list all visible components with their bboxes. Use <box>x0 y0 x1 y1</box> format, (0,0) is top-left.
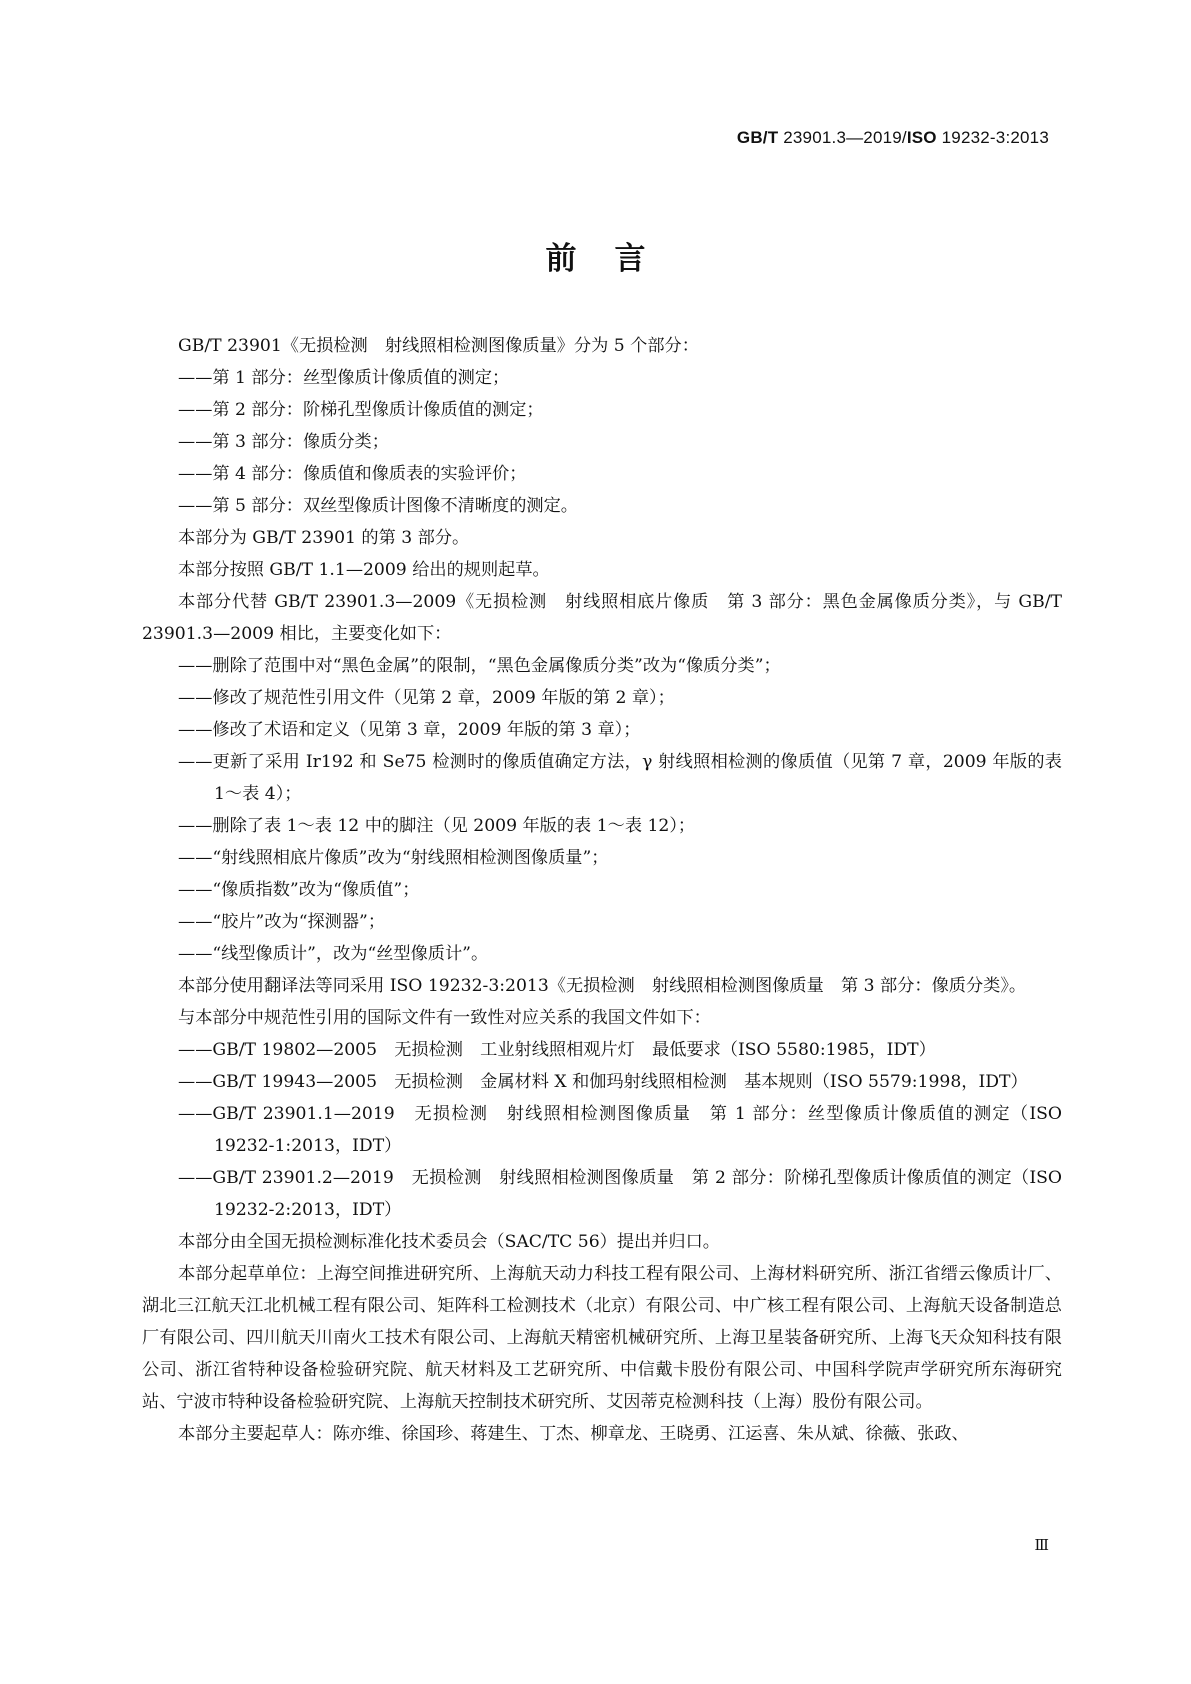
list-item: ——“线型像质计”，改为“丝型像质计”。 <box>178 944 489 964</box>
paragraph: 本部分为 GB/T 23901 的第 3 部分。 <box>178 528 470 548</box>
list-item: ——GB/T 23901.1—2019 无损检测 射线照相检测图像质量 第 1 部分：丝型像质计像质值的测定（ISO 19232-1:2013，IDT） <box>178 1104 1062 1156</box>
list-item: ——删除了表 1～表 12 中的脚注（见 2009 年版的表 1～表 12）； <box>178 816 696 836</box>
list-item: ——“胶片”改为“探测器”； <box>178 912 386 932</box>
paragraph: 本部分按照 GB/T 1.1—2009 给出的规则起草。 <box>178 560 550 580</box>
std-number: 23901.3—2019/ <box>778 128 907 147</box>
iso-number: 19232-3:2013 <box>936 128 1049 147</box>
list-item: ——“像质指数”改为“像质值”； <box>178 880 420 900</box>
paragraph: 本部分代替 GB/T 23901.3—2009《无损检测 射线照相底片像质 第 3 部分：黑色金属像质分类》，与 GB/T 23901.3—2009 相比，主要变化如下： <box>142 592 1062 644</box>
paragraph: 本部分由全国无损检测标准化技术委员会（SAC/TC 56）提出并归口。 <box>178 1232 720 1252</box>
page-number: Ⅲ <box>1034 1536 1049 1554</box>
list-item: ——GB/T 19943—2005 无损检测 金属材料 X 和伽玛射线照相检测 基本规则（ISO 5579:1998，IDT） <box>178 1072 1028 1092</box>
std-prefix: GB/T <box>736 128 779 147</box>
list-item: ——修改了规范性引用文件（见第 2 章，2009 年版的第 2 章）； <box>178 688 675 708</box>
paragraph: GB/T 23901《无损检测 射线照相检测图像质量》分为 5 个部分： <box>178 336 699 356</box>
list-item: ——第 3 部分：像质分类； <box>178 432 389 452</box>
list-item: ——第 4 部分：像质值和像质表的实验评价； <box>178 464 527 484</box>
list-item: ——更新了采用 Ir192 和 Se75 检测时的像质值确定方法，γ 射线照相检测的像质值（见第 7 章，2009 年版的表 1～表 4）； <box>178 752 1062 804</box>
list-item: ——“射线照相底片像质”改为“射线照相检测图像质量”； <box>178 848 609 868</box>
document-body <box>142 330 1062 1450</box>
list-item: ——修改了术语和定义（见第 3 章，2009 年版的第 3 章）； <box>178 720 641 740</box>
list-item: ——第 1 部分：丝型像质计像质值的测定； <box>178 368 510 388</box>
paragraph: 本部分起草单位：上海空间推进研究所、上海航天动力科技工程有限公司、上海材料研究所、浙江省缙云像质计厂、湖北三江航天江北机械工程有限公司、矩阵科工检测技术（北京）有限公司、中广核工程有限公司、上海航天设备制造总厂有限公司、四川航天川南火工技术有限公司、上海航天精密机械研究所、上海卫星装备研究所、上海飞天众知科技有限公司、浙江省特种设备检验研究院、航天材料及工艺研究所、中信戴卡股份有限公司、中国科学院声学研究所东海研究站、宁波市特种设备检验研究院、上海航天控制技术研究所、艾因蒂克检测科技（上海）股份有限公司。 <box>142 1264 1062 1412</box>
list-item: ——删除了范围中对“黑色金属”的限制，“黑色金属像质分类”改为“像质分类”； <box>178 656 781 676</box>
list-item: ——第 5 部分：双丝型像质计图像不清晰度的测定。 <box>178 496 578 516</box>
standard-number <box>737 128 1049 148</box>
paragraph: 本部分主要起草人：陈亦维、徐国珍、蒋建生、丁杰、柳章龙、王晓勇、江运喜、朱从斌、徐薇、张政、 <box>178 1424 969 1444</box>
list-item: ——GB/T 23901.2—2019 无损检测 射线照相检测图像质量 第 2 部分：阶梯孔型像质计像质值的测定（ISO 19232-2:2013，IDT） <box>178 1168 1062 1220</box>
paragraph: 与本部分中规范性引用的国际文件有一致性对应关系的我国文件如下： <box>178 1008 711 1028</box>
list-item: ——第 2 部分：阶梯孔型像质计像质值的测定； <box>178 400 544 420</box>
page-title: 前言 <box>545 241 684 277</box>
paragraph: 本部分使用翻译法等同采用 ISO 19232-3:2013《无损检测 射线照相检测图像质量 第 3 部分：像质分类》。 <box>178 976 1027 996</box>
list-item: ——GB/T 19802—2005 无损检测 工业射线照相观片灯 最低要求（ISO 5580:1985，IDT） <box>178 1040 936 1060</box>
iso-prefix: ISO <box>906 128 937 147</box>
